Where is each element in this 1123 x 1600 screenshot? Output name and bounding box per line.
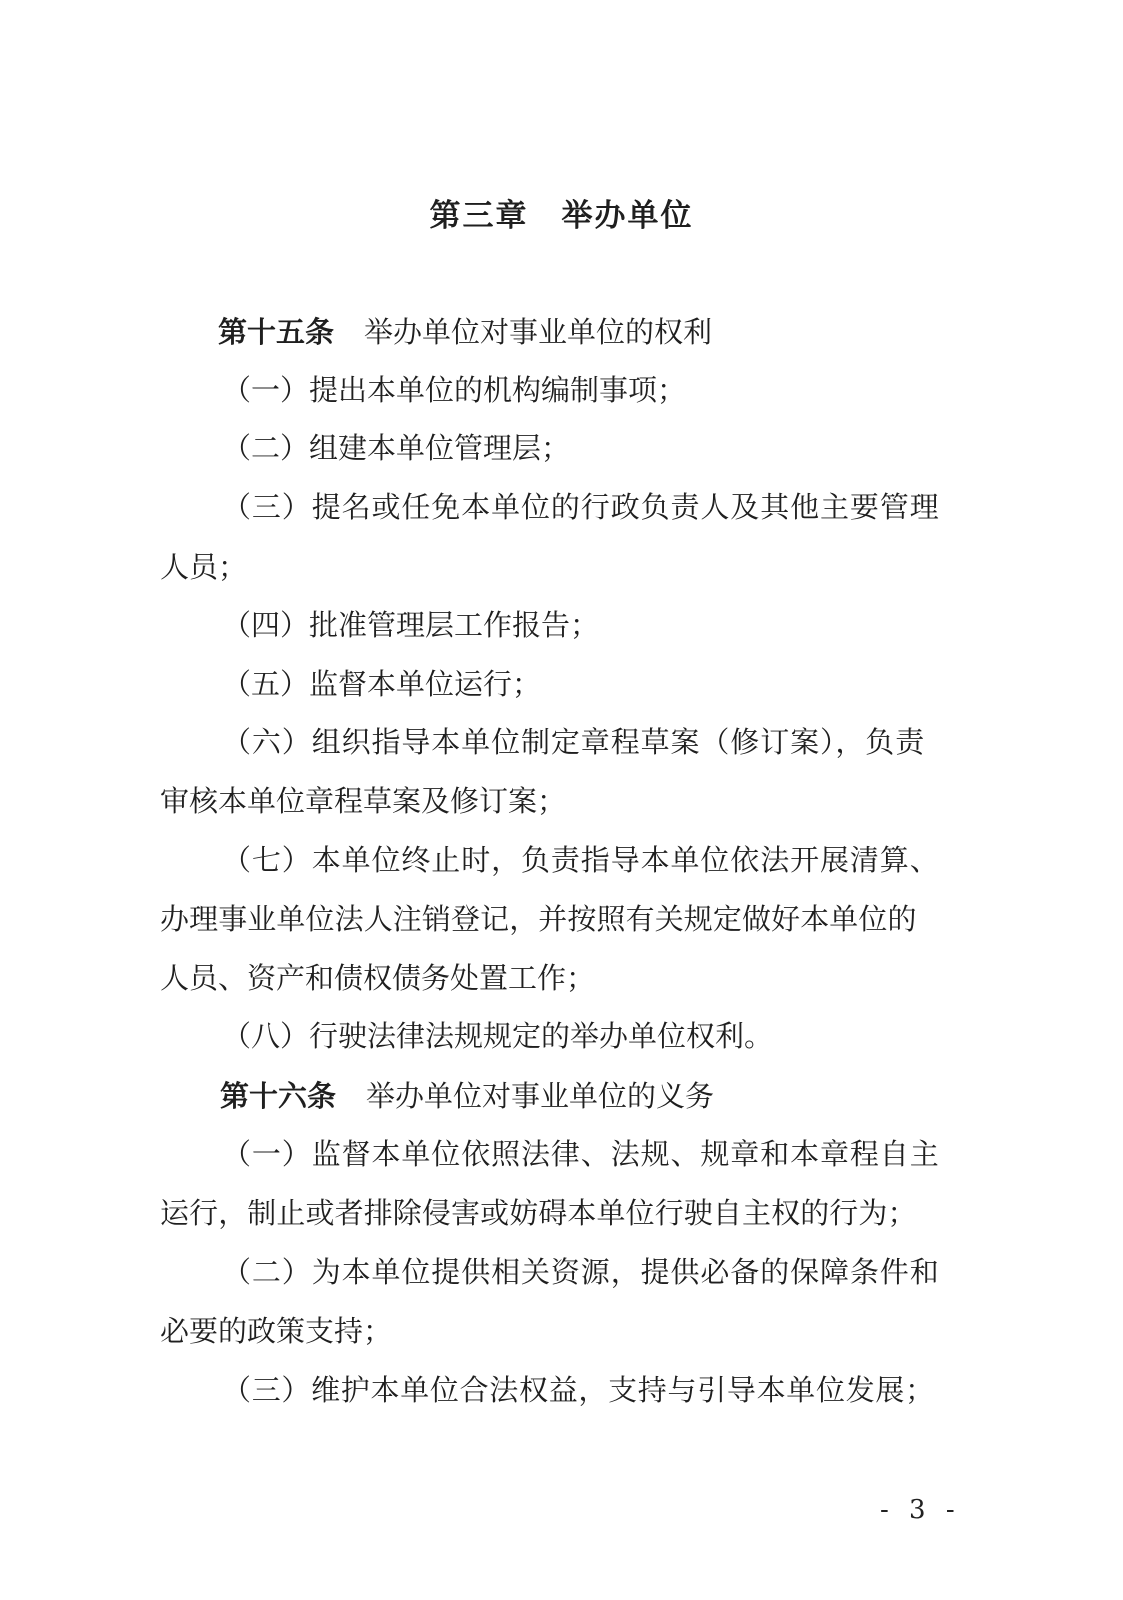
article-heading: 第十六条 (220, 1079, 337, 1113)
article-16-header (0, 1076, 1123, 1116)
article-line: （四）批准管理层工作报告； (222, 608, 600, 642)
article-line: 人员； (160, 550, 248, 584)
article-15-header (0, 312, 1123, 352)
article-line: （六）组织指导本单位制定章程草案（修订案），负责 (222, 725, 926, 759)
article-line: 审核本单位章程草案及修订案； (160, 784, 567, 818)
article-line: 运行，制止或者排除侵害或妨碍本单位行驶自主权的行为； (160, 1196, 917, 1230)
article-line: （五）监督本单位运行； (222, 667, 542, 701)
article-line: （七）本单位终止时，负责指导本单位依法开展清算、 (222, 843, 940, 877)
article-title: 举办单位对事业单位的义务 (366, 1079, 715, 1113)
article-line: 办理事业单位法人注销登记，并按照有关规定做好本单位的 (160, 902, 917, 936)
article-line: （八）行驶法律法规规定的举办单位权利。 (222, 1019, 774, 1053)
article-line: （二）组建本单位管理层； (222, 431, 571, 465)
article-line: 必要的政策支持； (160, 1314, 393, 1348)
article-heading: 第十五条 (218, 315, 335, 349)
chapter-title: 第三章 举办单位 (429, 198, 694, 234)
page-number: - 3 - (880, 1495, 961, 1525)
article-line: （一）监督本单位依照法律、法规、规章和本章程自主 (222, 1137, 940, 1171)
article-line: （二）为本单位提供相关资源，提供必备的保障条件和 (222, 1255, 940, 1289)
article-line: （三）提名或任免本单位的行政负责人及其他主要管理 (222, 490, 940, 524)
article-line: （一）提出本单位的机构编制事项； (222, 373, 687, 407)
article-line: 人员、资产和债权债务处置工作； (160, 961, 596, 995)
article-line: （三）维护本单位合法权益，支持与引导本单位发展； (222, 1373, 935, 1407)
article-title: 举办单位对事业单位的权利 (364, 315, 713, 349)
